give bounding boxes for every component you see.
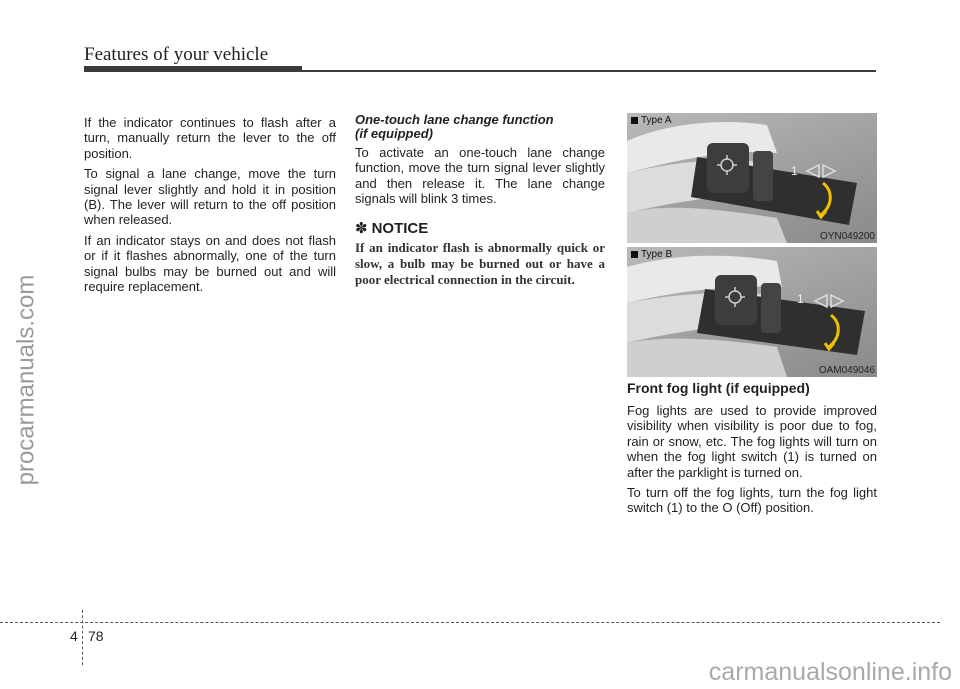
page-number: 78 <box>88 628 104 644</box>
header-rule-thin <box>302 70 876 72</box>
header-rule-thick <box>84 66 302 72</box>
fog-light-paragraph-1: Fog lights are used to provide improved visibility when visibility is poor due to fog, rain or snow, etc. The fog lights will turn on when the fog light switch (1) is turned on after the parklight is turned on. <box>627 403 877 480</box>
side-watermark <box>0 240 52 520</box>
right-column <box>627 380 877 521</box>
bullet-square-icon <box>631 251 638 258</box>
svg-text:1: 1 <box>791 164 798 178</box>
footer-dashed-rule <box>0 622 940 623</box>
bullet-square-icon <box>631 117 638 124</box>
footer-vertical-dashed-rule <box>82 610 83 665</box>
figure-type-a-label <box>631 115 672 126</box>
notice-body: If an indicator flash is abnormally quick or slow, a bulb may be burned out or have a poor electrical connection in the circuit. <box>355 240 605 288</box>
page-header-title: Features of your vehicle <box>84 44 269 65</box>
figure-type-b-label-text: Type B <box>641 249 673 260</box>
figure-type-a-code: OYN049200 <box>819 231 875 242</box>
one-touch-subheading-line2: (if equipped) <box>355 126 433 141</box>
figure-type-a <box>627 113 877 243</box>
fog-light-heading: Front fog light (if equipped) <box>627 380 810 396</box>
side-watermark-text: procarmanuals.com <box>12 274 39 486</box>
middle-column <box>355 113 605 288</box>
notice-title: NOTICE <box>371 219 429 237</box>
figure-type-b-code: OAM049046 <box>818 365 875 376</box>
left-column <box>84 115 336 299</box>
turn-signal-lever-illustration-a <box>627 113 877 243</box>
bottom-watermark: carmanualsonline.info <box>708 658 952 686</box>
chapter-number: 4 <box>70 628 78 644</box>
left-paragraph-1: If the indicator continues to flash after a turn, manually return the lever to the off position. <box>84 115 336 161</box>
figure-type-b-label <box>631 249 672 260</box>
left-paragraph-2: To signal a lane change, move the turn signal lever slightly and hold it in position (B). The lever will return to the off position when released. <box>84 166 336 228</box>
turn-signal-lever-illustration-b <box>627 247 877 377</box>
notice-symbol-icon: ✽ <box>355 219 368 237</box>
figure-type-a-label-text: Type A <box>641 115 672 126</box>
left-paragraph-3: If an indicator stays on and does not flash or if it flashes abnormally, one of the turn signal bulbs may be burned out and will require replacement. <box>84 232 336 295</box>
one-touch-paragraph: To activate an one-touch lane change function, move the turn signal lever slightly and then release it. The lane change signals will blink 3 times. <box>355 145 605 207</box>
fog-light-paragraph-2: To turn off the fog lights, turn the fog light switch (1) to the O (Off) position. <box>627 485 877 516</box>
figure-type-b <box>627 247 877 377</box>
one-touch-subheading <box>355 113 605 141</box>
notice-heading <box>355 221 605 236</box>
one-touch-subheading-line1: One-touch lane change function <box>355 112 554 127</box>
svg-text:1: 1 <box>797 292 804 306</box>
